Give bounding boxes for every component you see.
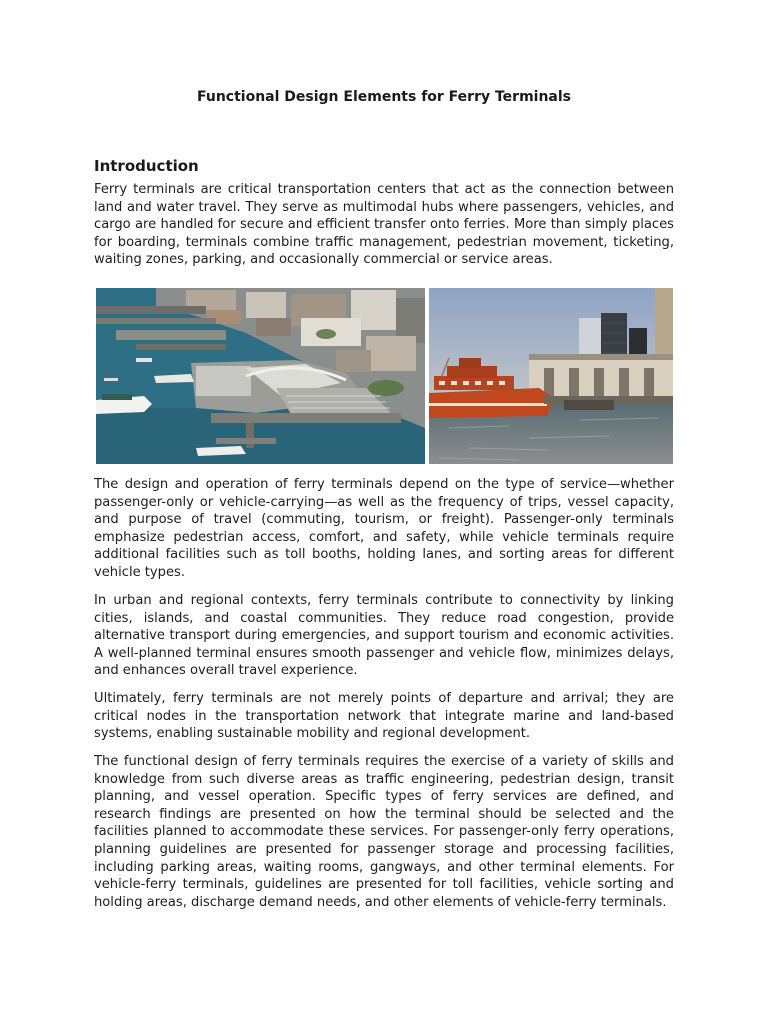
paragraph-1: Ferry terminals are critical transportation centers that act as the connection between land and water travel. They serve as multimodal hubs where passengers, vehicles, and cargo are handled for secure and efficient transfer onto ferries. More than simply places for boarding, terminals combine traffic management, pedestrian movement, ticketing, waiting zones, parking, and occasionally commercial or service areas. [94,182,674,268]
photo-row [96,288,673,464]
paragraph-2: The design and operation of ferry terminals depend on the type of service—whether passenger-only or vehicle-carrying—as well as the frequency of trips, vessel capacity, and purpose of travel (commuting, tourism, or freight). Passenger-only terminals emphasize pedestrian access, comfort, and safety, while vehicle terminals require additional facilities such as toll booths, holding lanes, and sorting areas for different vehicle types. [94,477,674,580]
aerial-terminal-photo [96,288,425,464]
orange-ferry-photo [429,288,673,464]
paragraph-5: The functional design of ferry terminals requires the exercise of a variety of skills and knowledge from such diverse areas as traffic engineering, pedestrian design, transit planning, and vessel operation. Specific types of ferry services are defined, and research findings are presented on how the terminal should be selected and the facilities planned to accommodate these services. For passenger-only ferry operations, planning guidelines are presented for passenger storage and processing facilities, including parking areas, waiting rooms, gangways, and other terminal elements. For vehicle-ferry terminals, guidelines are presented for toll facilities, vehicle sorting and holding areas, discharge demand needs, and other elements of vehicle-ferry terminals. [94,754,674,910]
section-heading-introduction: Introduction [94,157,199,175]
document-title: Functional Design Elements for Ferry Terminals [196,89,572,105]
paragraph-4: Ultimately, ferry terminals are not merely points of departure and arrival; they are critical nodes in the transportation network that integrate marine and land-based systems, enabling sustainable mobility and regional development. [94,691,674,742]
ferry-shape-1 [96,394,152,414]
paragraph-3: In urban and regional contexts, ferry terminals contribute to connectivity by linking cities, islands, and coastal communities. They reduce road congestion, provide alternative transport during emergencies, and support tourism and economic activities. A well-planned terminal ensures smooth passenger and vehicle flow, minimizes delays, and enhances overall travel experience. [94,593,674,679]
